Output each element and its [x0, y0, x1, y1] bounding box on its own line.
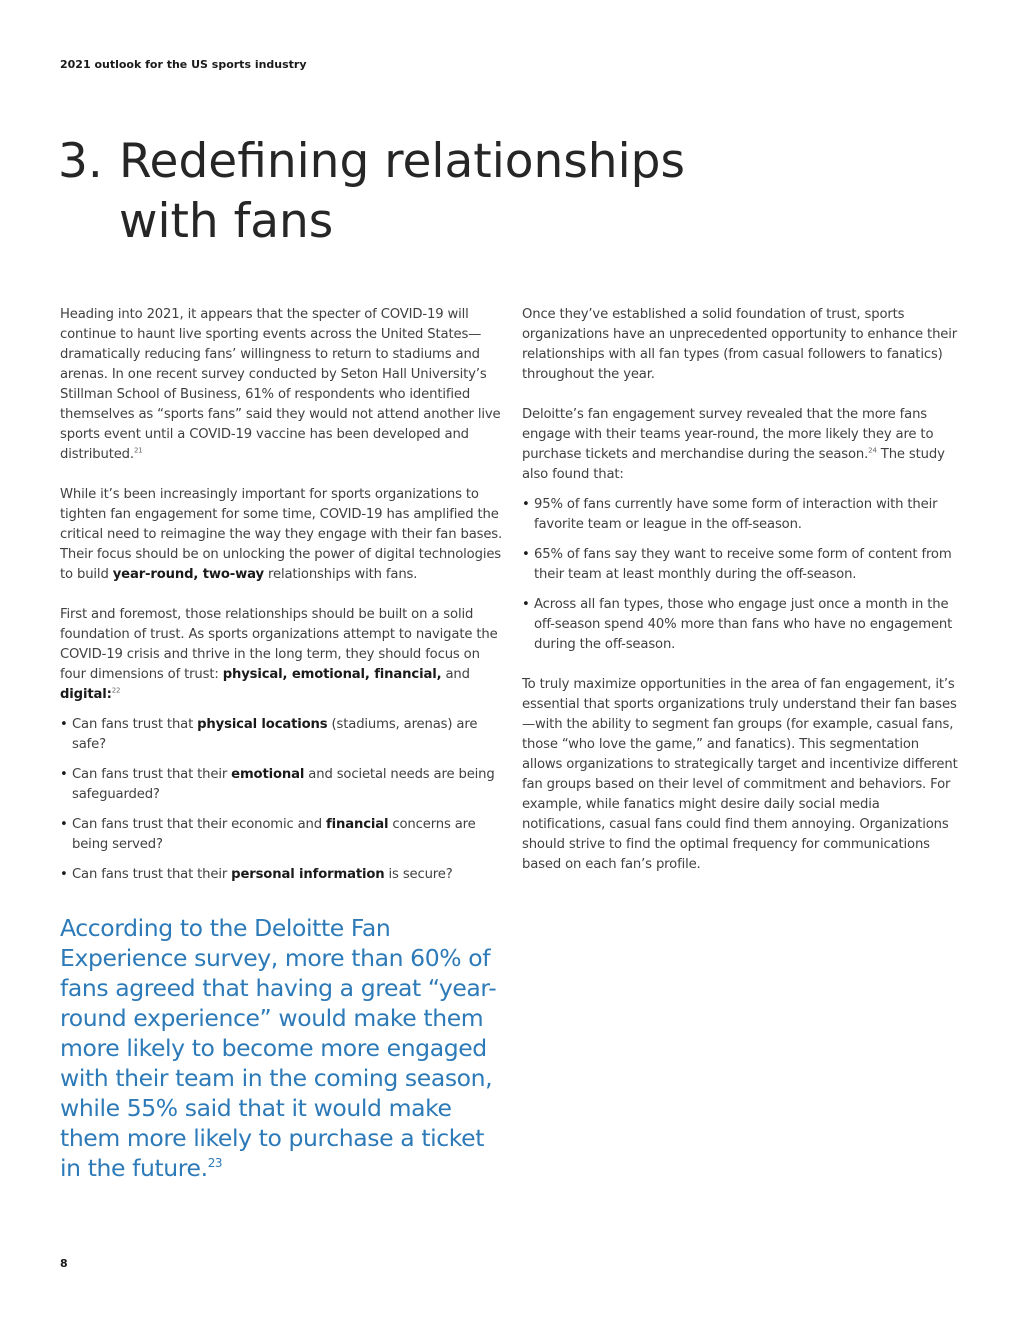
list-item-bold: personal information	[231, 867, 385, 882]
list-item-text: Can fans trust that	[72, 717, 198, 732]
list-item: • Across all fan types, those who engage just once a month in the off-season spend 40% more than fans who have no engagement during the off-season.	[522, 595, 962, 655]
list-item-text: Can fans trust that their	[72, 767, 232, 782]
pull-quote	[60, 913, 505, 1183]
list-item	[60, 765, 505, 805]
list-item-bold: emotional	[231, 767, 305, 782]
list-item-bold: financial	[326, 817, 389, 832]
footnote-ref: 21	[133, 446, 143, 455]
emphasis-text: year-round, two-way	[112, 567, 264, 582]
section-title	[58, 132, 758, 252]
list-item: • 95% of fans currently have some form of interaction with their favorite team or league in the off-season.	[522, 495, 962, 535]
list-item-text: (stadiums, arenas) are safe?	[72, 717, 478, 752]
trust-conjunction: and	[441, 667, 470, 682]
list-item-text: concerns are being served?	[72, 817, 476, 852]
engagement-paragraph	[60, 485, 505, 585]
section-number: 3.	[58, 134, 103, 189]
footnote-ref: 22	[111, 686, 121, 695]
pull-quote-text: According to the Deloitte Fan Experience survey, more than 60% of fans agreed that having a great “year-round experience” would make them more likely to become more engaged with their team in the coming season, while 55% said that it would make them more likely to purchase a ticket in the future.	[60, 914, 497, 1182]
survey-text-end: The study also found that:	[522, 447, 945, 482]
trust-questions-list	[60, 715, 505, 885]
trust-paragraph	[60, 605, 505, 705]
list-item	[60, 815, 505, 855]
engagement-text: While it’s been increasingly important for sports organizations to tighten fan engagement for some time, COVID-19 has amplified the critical need to reimagine the way they engage with their fan bases. Their focus should be on unlocking the power of digital technologies to build	[60, 487, 503, 582]
list-item-text: is secure?	[384, 867, 453, 882]
intro-text: Heading into 2021, it appears that the specter of COVID-19 will continue to haunt live sporting events across the United States—dramatically reducing fans’ willingness to return to stadiums and arenas. In one recent survey conducted by Seton Hall University’s Stillman School of Business, 61% of respondents who identified themselves as “sports fans” said they would not attend another live sports event until a COVID-19 vaccine has been developed and distributed.	[60, 307, 501, 462]
list-item	[60, 715, 505, 755]
trust-digital: digital:	[60, 687, 112, 702]
survey-text: Deloitte’s fan engagement survey revealed that the more fans engage with their teams year-round, the more likely they are to purchase tickets and merchandise during the season.	[522, 407, 934, 462]
running-header: 2021 outlook for the US sports industry	[60, 58, 307, 71]
list-item-bold: physical locations	[197, 717, 328, 732]
right-column	[522, 305, 962, 895]
section-title-text: Redefining relationships with fans	[119, 134, 685, 249]
footnote-ref: 24	[868, 446, 877, 455]
trust-dimensions: physical, emotional, financial,	[222, 667, 442, 682]
survey-findings-list	[522, 495, 962, 655]
left-column	[60, 305, 505, 1183]
list-item-text: Can fans trust that their	[72, 867, 232, 882]
page-number: 8	[60, 1257, 68, 1270]
list-item	[60, 865, 505, 885]
trust-text: First and foremost, those relationships should be built on a solid foundation of trust. As sports organizations attempt to navigate the COVID-19 crisis and thrive in the long term, they should focus on four dimensions of trust:	[60, 607, 498, 682]
list-item-text: Can fans trust that their economic and	[72, 817, 327, 832]
survey-paragraph	[522, 405, 962, 485]
list-item: • 65% of fans say they want to receive some form of content from their team at least monthly during the off-season.	[522, 545, 962, 585]
trust-followup-paragraph: Once they’ve established a solid foundation of trust, sports organizations have an unprecedented opportunity to enhance their relationships with all fan types (from casual followers to fanatics) throughout the year.	[522, 307, 958, 382]
intro-paragraph	[60, 305, 505, 465]
list-item-text: and societal needs are being safeguarded?	[72, 767, 495, 802]
footnote-ref: 23	[207, 1156, 223, 1170]
engagement-text-end: relationships with fans.	[263, 567, 418, 582]
segmentation-paragraph: To truly maximize opportunities in the area of fan engagement, it’s essential that sports organizations truly understand their fan bases—with the ability to segment fan groups (for example, casual fans, those “who love the game,” and fanatics). This segmentation allows organizations to strategically target and incentivize different fan groups based on their level of commitment and behaviors. For example, while fanatics might desire daily social media notifications, casual fans could find them annoying. Organizations should strive to find the optimal frequency for communications based on each fan’s profile.	[522, 677, 958, 872]
